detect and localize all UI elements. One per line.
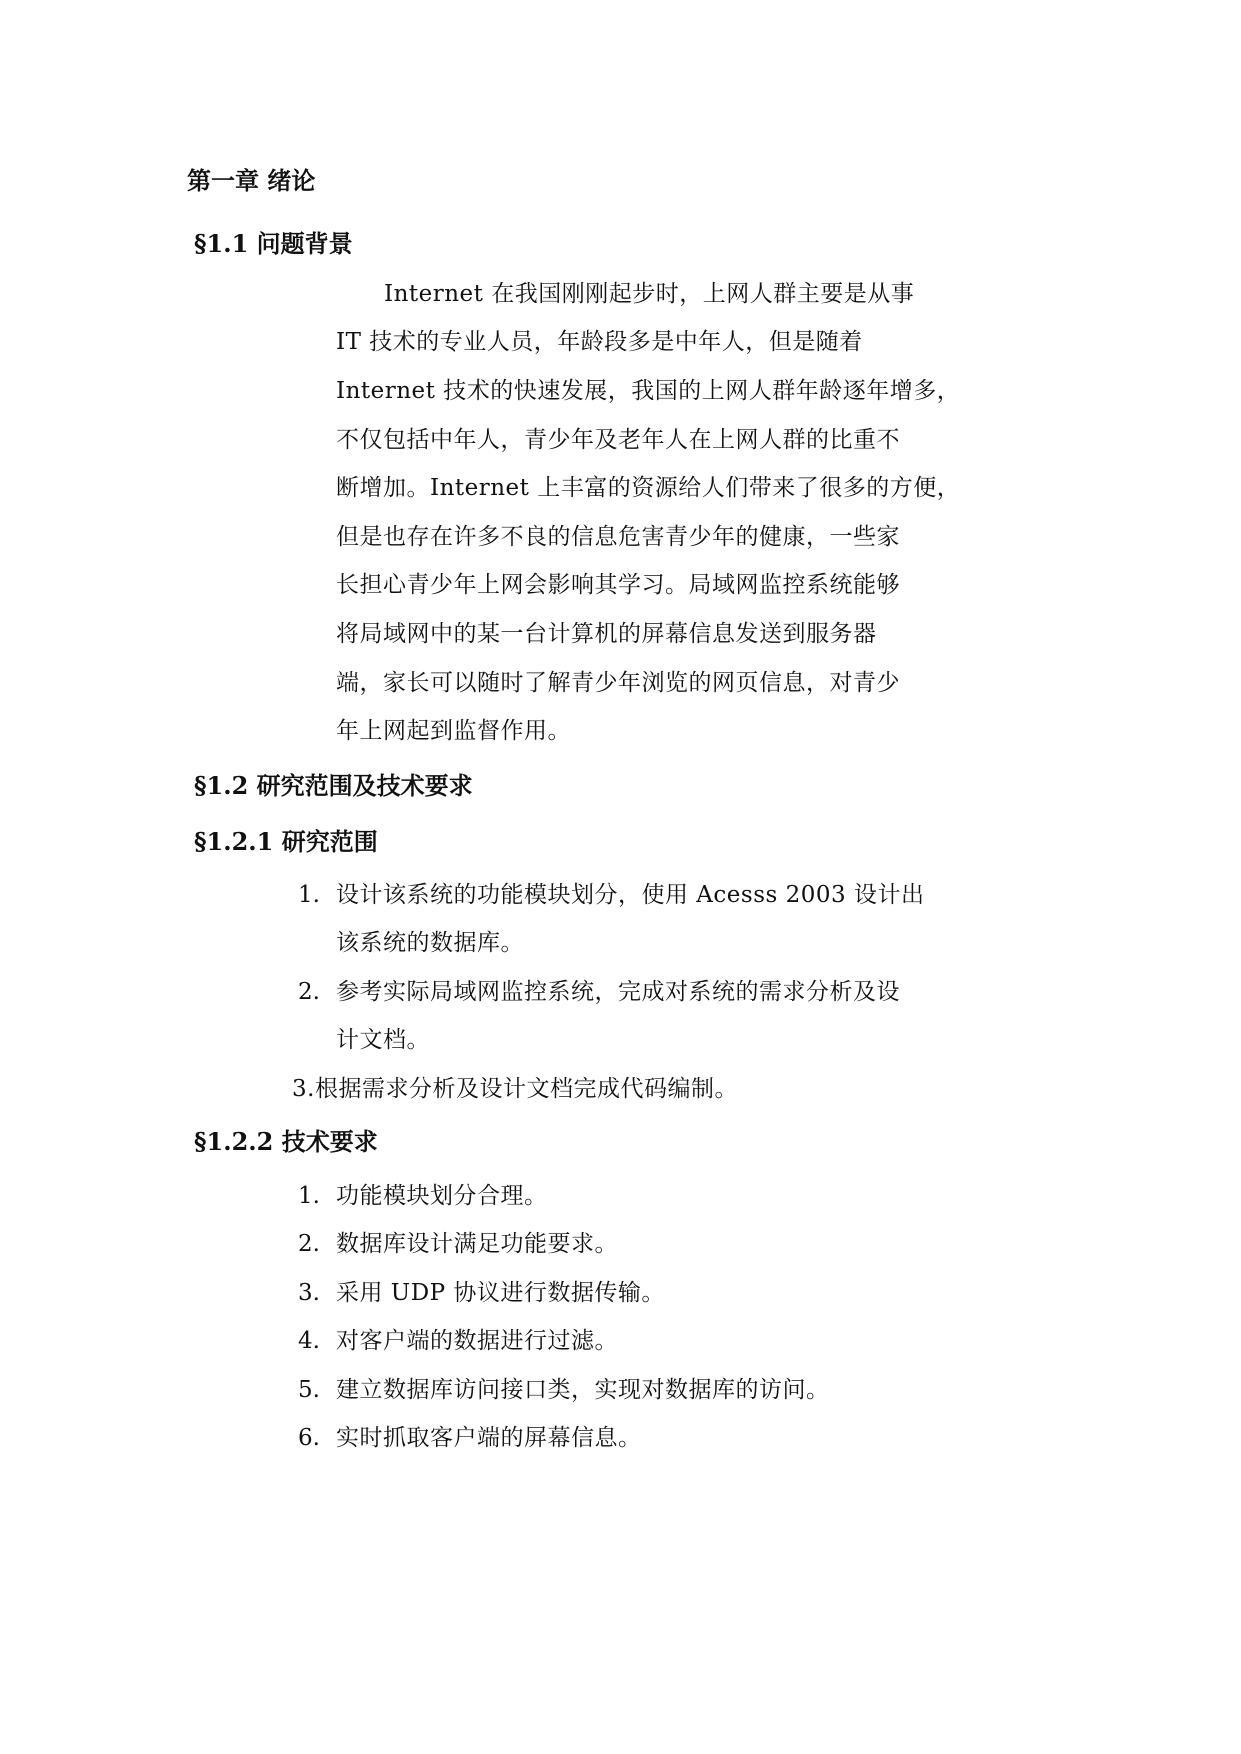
paragraph-line: 断增加。Internet 上丰富的资源给人们带来了很多的方便， — [336, 475, 961, 501]
paragraph-line: 长担心青少年上网会影响其学习。局域网监控系统能够 — [336, 572, 900, 598]
list-item-line: 建立数据库访问接口类，实现对数据库的访问。 — [336, 1377, 830, 1403]
paragraph-line: 年上网起到监督作用。 — [336, 718, 571, 744]
paragraph-line: 将局域网中的某一台计算机的屏幕信息发送到服务器 — [336, 621, 877, 647]
section-1-2-1-title: §1.2.1 研究范围 — [194, 827, 378, 856]
list-item-line: 该系统的数据库。 — [336, 930, 524, 956]
list-number: 3. — [298, 1280, 320, 1306]
list-number: 6. — [298, 1425, 320, 1451]
list-item-line: 实时抓取客户端的屏幕信息。 — [336, 1425, 642, 1451]
paragraph-line: 不仅包括中年人，青少年及老年人在上网人群的比重不 — [336, 427, 900, 453]
section-1-2-2-title: §1.2.2 技术要求 — [194, 1127, 378, 1156]
list-item-line: 数据库设计满足功能要求。 — [336, 1231, 618, 1257]
section-1-1-title: §1.1 问题背景 — [194, 229, 353, 258]
paragraph-line: Internet 技术的快速发展，我国的上网人群年龄逐年增多， — [336, 378, 961, 404]
section-1-2-title: §1.2 研究范围及技术要求 — [194, 771, 473, 800]
list-number: 2. — [298, 979, 320, 1005]
chapter-title: 第一章 绪论 — [187, 166, 316, 195]
paragraph-line: 但是也存在许多不良的信息危害青少年的健康，一些家 — [336, 524, 900, 550]
list-item-line: 计文档。 — [336, 1027, 430, 1053]
list-number: 2. — [298, 1231, 320, 1257]
list-item-line: 功能模块划分合理。 — [336, 1183, 548, 1209]
paragraph-line: Internet 在我国刚刚起步时，上网人群主要是从事 — [384, 281, 915, 307]
list-number: 4. — [298, 1328, 320, 1354]
list-number: 5. — [298, 1377, 320, 1403]
paragraph-line: 端，家长可以随时了解青少年浏览的网页信息，对青少 — [336, 670, 900, 696]
list-item-line: 参考实际局域网监控系统，完成对系统的需求分析及设 — [336, 979, 900, 1005]
list-item-line: 3.根据需求分析及设计文档完成代码编制。 — [292, 1076, 738, 1102]
list-number: 1. — [298, 882, 320, 908]
list-item-line: 采用 UDP 协议进行数据传输。 — [336, 1280, 665, 1306]
list-item-line: 对客户端的数据进行过滤。 — [336, 1328, 618, 1354]
list-item-line: 设计该系统的功能模块划分，使用 Acesss 2003 设计出 — [336, 882, 925, 908]
paragraph-line: IT 技术的专业人员，年龄段多是中年人，但是随着 — [336, 329, 863, 355]
list-number: 1. — [298, 1183, 320, 1209]
